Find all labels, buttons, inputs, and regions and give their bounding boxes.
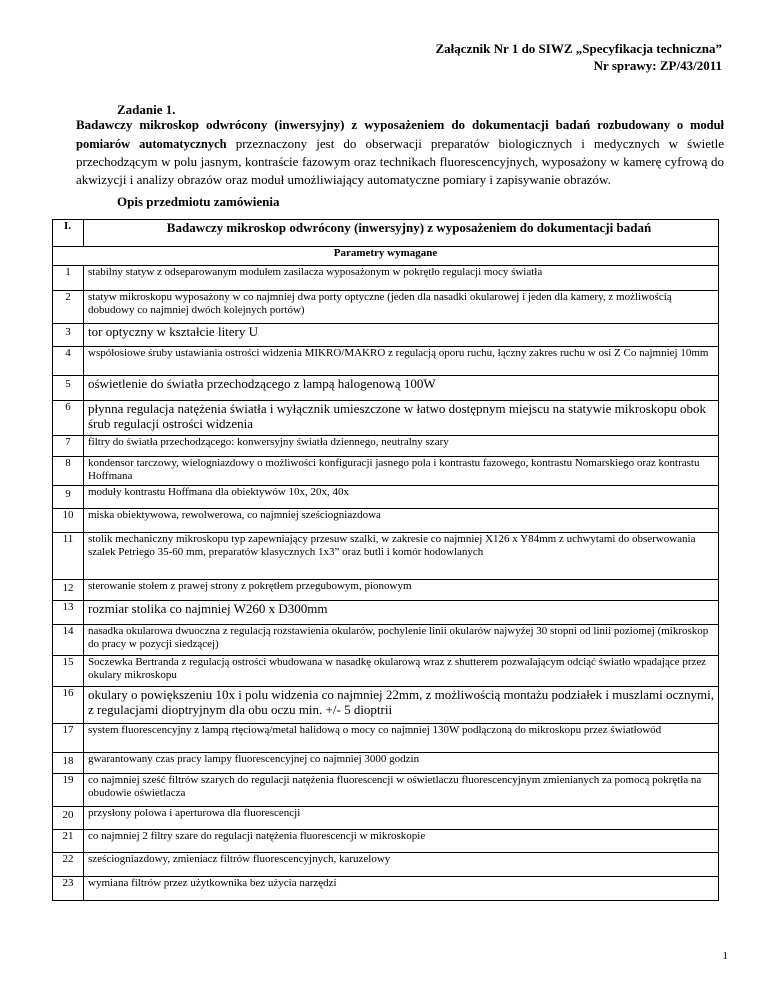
row-parameter: gwarantowany czas pracy lampy fluorescencyjnej co najmniej 3000 godzin <box>84 753 719 774</box>
row-parameter: stabilny statyw z odseparowanym modułem zasilacza wyposażonym w pokrętło regulacji mocy światła <box>84 266 719 291</box>
row-number: 21 <box>53 830 84 853</box>
row-number: 11 <box>53 533 84 580</box>
document-header <box>436 40 723 74</box>
row-parameter: nasadka okularowa dwuoczna z regulacją rozstawienia okularów, pochylenie linii okularów najwyżej 30 stopni od linii poziomej (mikroskop do pracy w pozycji siedzącej) <box>84 625 719 656</box>
row-parameter: moduły kontrastu Hoffmana dla obiektywów 10x, 20x, 40x <box>84 486 719 509</box>
task-name: Badawczy mikroskop odwrócony (inwersyjny) z wyposażeniem do dokumentacji badań <box>76 117 591 132</box>
row-parameter: statyw mikroskopu wyposażony w co najmniej dwa porty optyczne (jeden dla nasadki okularowej i jeden dla kamery, z możliwością dobudowy co najmniej dwóch kolejnych portów) <box>84 291 719 324</box>
table-row <box>53 376 719 401</box>
task-title: Zadanie 1. <box>117 102 176 117</box>
row-number: 20 <box>53 807 84 830</box>
table-row <box>53 774 719 807</box>
row-number: 7 <box>53 436 84 457</box>
parameters-subheader: Parametry wymagane <box>53 247 719 266</box>
table-row <box>53 347 719 376</box>
table-row <box>53 687 719 724</box>
row-number: 12 <box>53 580 84 601</box>
row-number: 18 <box>53 753 84 774</box>
row-parameter: współosiowe śruby ustawiania ostrości widzenia MIKRO/MAKRO z regulacją oporu ruchu, łączny zakres ruchu w osi Z Co najmniej 10mm <box>84 347 719 376</box>
table-row <box>53 436 719 457</box>
table-header-row <box>53 220 719 247</box>
row-number: 15 <box>53 656 84 687</box>
table-row <box>53 853 719 877</box>
row-number: 22 <box>53 853 84 877</box>
page-number: 1 <box>722 950 728 962</box>
row-number: 10 <box>53 509 84 533</box>
table-row <box>53 830 719 853</box>
row-number: 8 <box>53 457 84 486</box>
row-parameter: sterowanie stołem z prawej strony z pokrętłem przegubowym, pionowym <box>84 580 719 601</box>
row-parameter: przysłony polowa i aperturowa dla fluorescencji <box>84 807 719 830</box>
table-row <box>53 266 719 291</box>
row-parameter: stolik mechaniczny mikroskopu typ zapewniający przesuw szalki, w zakresie co najmniej X126 x Y84mm z uchwytami do obserwowania szalek Petriego 35-60 mm, preparatów klasycznych 1x3” oraz butli i komór hodowlanych <box>84 533 719 580</box>
table-row <box>53 580 719 601</box>
row-parameter: sześciogniazdowy, zmieniacz filtrów fluorescencyjnych, karuzelowy <box>84 853 719 877</box>
row-number: 5 <box>53 376 84 401</box>
row-number: 14 <box>53 625 84 656</box>
row-parameter: Soczewka Bertranda z regulacją ostrości wbudowana w nasadkę okularową wraz z shutterem pozwalającym odciąć światło wpadające przez okulary mikroskopu <box>84 656 719 687</box>
row-number: 9 <box>53 486 84 509</box>
row-number: 6 <box>53 401 84 436</box>
task-description-text: przeznaczony jest do obserwacji preparatów biologicznych i medycznych w świetle przechodzącym w polu jasnym, kontraście fazowym oraz technikach fluorescencyjnych, wyposażony w kamerę cyfrową do akwizycji i analizy obrazów oraz moduł umożliwiający automatyczne pomiary i zapisywanie obrazów. <box>76 135 724 187</box>
table-row <box>53 486 719 509</box>
table-row <box>53 324 719 347</box>
row-parameter: wymiana filtrów przez użytkownika bez użycia narzędzi <box>84 877 719 901</box>
row-number: 23 <box>53 877 84 901</box>
row-parameter: filtry do światła przechodzącego: konwersyjny światła dziennego, neutralny szary <box>84 436 719 457</box>
row-parameter: okulary o powiększeniu 10x i polu widzenia co najmniej 22mm, z możliwością montażu podziałek i muszlami ocznymi, z regulacjami dioptryjnym dla obu oczu min. +/- 5 dioptrii <box>84 687 719 724</box>
row-parameter: tor optyczny w kształcie litery U <box>84 324 719 347</box>
row-parameter: miska obiektywowa, rewolwerowa, co najmniej sześciogniazdowa <box>84 509 719 533</box>
section-heading: Opis przedmiotu zamówienia <box>117 194 280 209</box>
row-parameter: system fluorescencyjny z lampą rtęciową/metal halidową o mocy co najmniej 130W podłączoną do mikroskopu przez światłowód <box>84 724 719 753</box>
table-row <box>53 656 719 687</box>
attachment-title: Załącznik Nr 1 do SIWZ „Specyfikacja techniczna” <box>435 41 722 56</box>
specification-table <box>52 219 719 901</box>
row-parameter: płynna regulacja natężenia światła i wyłącznik umieszczone w łatwo dostępnym miejscu na statywie mikroskopu obok śrub regulacji ostrości widzenia <box>84 401 719 436</box>
row-parameter: co najmniej 2 filtry szare do regulacji natężenia fluorescencji w mikroskopie <box>84 830 719 853</box>
task-description <box>76 116 724 188</box>
section-number: I. <box>53 220 84 247</box>
table-row <box>53 625 719 656</box>
task-extension: rozbudowany o moduł pomiarów automatycznych <box>76 118 725 151</box>
row-parameter: oświetlenie do światła przechodzącego z lampą halogenową 100W <box>84 376 719 401</box>
row-number: 1 <box>53 266 84 291</box>
table-row <box>53 753 719 774</box>
table-row <box>53 457 719 486</box>
row-parameter: co najmniej sześć filtrów szarych do regulacji natężenia fluorescencji w oświetlaczu fluorescencyjnym zmienianych za pomocą pokrętła na obudowie oświetlacza <box>84 774 719 807</box>
row-number: 4 <box>53 347 84 376</box>
row-number: 2 <box>53 291 84 324</box>
table-subheader-row <box>53 247 719 266</box>
table-row <box>53 533 719 580</box>
table-row <box>53 724 719 753</box>
row-number: 16 <box>53 687 84 724</box>
row-number: 17 <box>53 724 84 753</box>
table-row <box>53 601 719 625</box>
row-number: 19 <box>53 774 84 807</box>
table-row <box>53 807 719 830</box>
case-number: Nr sprawy: ZP/43/2011 <box>593 58 722 73</box>
table-row <box>53 401 719 436</box>
table-row <box>53 877 719 901</box>
section-title: Badawczy mikroskop odwrócony (inwersyjny) z wyposażeniem do dokumentacji badań <box>84 220 719 247</box>
row-parameter: kondensor tarczowy, wielogniazdowy o możliwości konfiguracji jasnego pola i kontrastu fazowego, kontrastu Nomarskiego oraz kontrastu Hoffmana <box>84 457 719 486</box>
table-row <box>53 509 719 533</box>
row-parameter: rozmiar stolika co najmniej W260 x D300mm <box>84 601 719 625</box>
table-row <box>53 291 719 324</box>
row-number: 3 <box>53 324 84 347</box>
row-number: 13 <box>53 601 84 625</box>
